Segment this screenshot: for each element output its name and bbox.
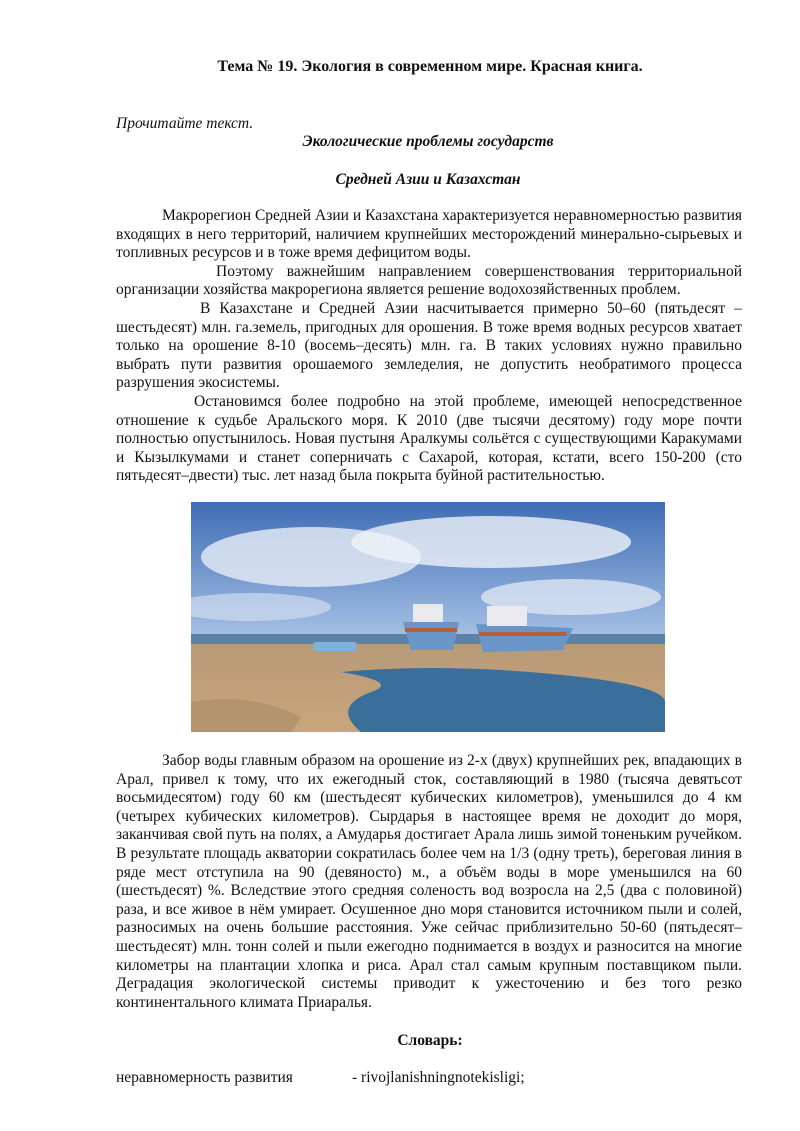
reading-instruction: Прочитайте текст. xyxy=(116,115,254,132)
paragraph: Макрорегион Средней Азии и Казахстана характеризуется неравномерностью развития входящих в него территорий, наличием крупнейших месторождений минерально-сырьевых и топливных ресурсов и в тоже время дефицитом воды. xyxy=(116,207,742,262)
dictionary-term: неравномерность развития xyxy=(116,1069,293,1086)
article-heading-line-1: Экологические проблемы государств xyxy=(302,133,554,150)
boat-left-stripe xyxy=(405,628,457,632)
page-title: Тема № 19. Экология в современном мире. Красная книга. xyxy=(217,58,643,75)
boat-right-cabin xyxy=(487,606,527,626)
paragraph: Забор воды главным образом на орошение из 2-х (двух) крупнейших рек, впадающих в Арал, привел к тому, что их ежегодный сток, составляющий в 1980 (тысяча девятьсот восьмидесятом) году 60 км (шестьдесят кубических километров), уменьшился до 4 км (четырех кубических километров). Сырдарья в настоящее время не доходит до моря, заканчивая свой путь на полях, а Амударья достигает Арала лишь зимой тоненьким ручейком. В результате площадь акватории сократилась более чем на 1/3 (одну треть), береговая линия в ряде мест отступила на 90 (девяносто) м., а объём воды в море уменьшился на 60 (шестьдесят) %. Вследствие этого средняя соленость вод возросла на 2,5 (два с половиной) раза, и все живое в нём умирает. Осушенное дно моря становится источником пыли и солей, разносимых на очень большие расстояния. Уже сейчас приблизительно 50-60 (пятьдесят–шестьдесят) млн. тонн солей и пыли ежегодно поднимается в воздух и разносится на многие километры на плантации хлопка и риса. Арал стал самым крупным поставщиком пыли. Деградация экологической системы приводит к ужесточению и без того резко континентального климата Приаралья. xyxy=(116,752,742,1011)
paragraph: Поэтому важнейшим направлением совершенствования территориальной организации хозяйства макрорегиона является решение водохозяйственных проблем. xyxy=(116,262,742,299)
dictionary-heading: Словарь: xyxy=(397,1032,463,1049)
paragraph: В Казахстане и Средней Азии насчитывается примерно 50–60 (пятьдесят – шестьдесят) млн. га.земель, пригодных для орошения. В тоже время водных ресурсов хватает только на орошение 8-10 (восемь–десять) млн. га. В таких условиях нужно правильно выбрать пути развития орошаемого земледелия, не допустить необратимого процесса разрушения экосистемы. xyxy=(116,299,742,392)
aral-sea-boats-photo xyxy=(191,502,665,732)
dictionary-translation: - rivojlanishningnotekisligi; xyxy=(352,1069,525,1086)
boat-right-hull xyxy=(476,624,573,652)
paragraph: Остановимся более подробно на этой проблеме, имеющей непосредственное отношение к судьбе Аральского моря. К 2010 (две тысячи десятому) году море почти полностью опустынилось. Новая пустыня Аралкумы сольётся с существующими Каракумами и Кызылкумами и станет соперничать с Сахарой, которая, кстати, всего 150-200 (сто пятьдесят–двести) тыс. лет назад была покрыта буйной растительностью. xyxy=(116,392,742,485)
article-heading-line-2: Средней Азии и Казахстан xyxy=(335,171,521,188)
boat-left-hull xyxy=(403,622,459,650)
boat-right-stripe xyxy=(479,632,567,636)
small-boat xyxy=(313,642,357,651)
cloud xyxy=(351,516,631,568)
article-body-top xyxy=(116,207,742,486)
article-body-bottom xyxy=(116,752,742,1012)
boat-left-cabin xyxy=(413,604,443,622)
